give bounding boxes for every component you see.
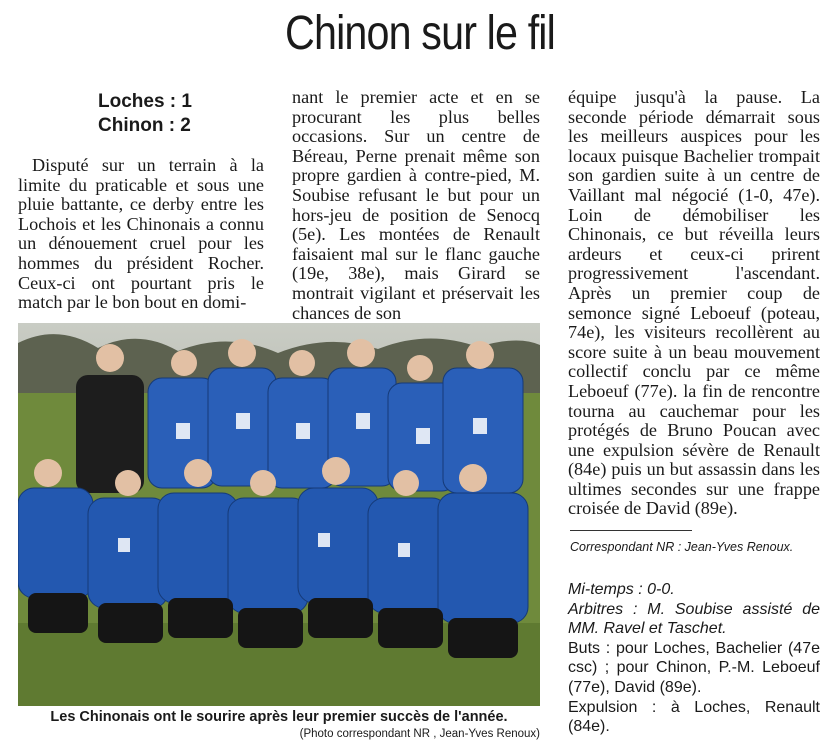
score-chinon: Chinon : 2 [98,115,191,136]
article-column-1 [18,156,264,313]
article-paragraph-2: nant le premier acte et en se procurant les plus belles occasions. Sur un centre de Béreau, Perne prenait même son propre gardien à contre-pied, M. Soubise refusant le but pour un hors-jeu de position de Senocq (5e). Les montées de Renault faisaient mal sur le flanc gauche (19e, 38e), mais Girard se montrait vigilant et préservait les chances de son [292,87,540,323]
article-title: Chinon sur le fil [285,7,555,60]
photo-credit: (Photo correspondant NR , Jean-Yves Renoux) [299,728,540,740]
article-column-2 [292,88,540,323]
article-column-3 [568,88,820,519]
score-loches: Loches : 1 [98,91,192,112]
team-photo-image [18,323,540,706]
divider [570,530,692,531]
article-paragraph-3: équipe jusqu'à la pause. La seconde période démarrait sous les meilleurs auspices pour les locaux puisque Bachelier trompait son gardien suite à un centre de Vaillant mal négocié (1-0, 47e). Loin de démobiliser les Chinonais, ce but réveilla leurs ardeurs et ceux-ci prirent progressivement l'ascendant. Après un premier coup de semonce signé Leboeuf (poteau, 74e), les visiteurs recollèrent au score suite à un beau mouvement collectif conclu par ce même Leboeuf (77e). la fin de rencontre tourna au cauchemar pour les protégés de Bruno Poucan avec une expulsion sévère de Renault (84e) puis un but assassin dans les ultimes secondes sur une frappe croisée de David (89e). [568,87,820,519]
article-paragraph-1: Disputé sur un terrain à la limite du praticable et sous une pluie battante, ce derby entre les Lochois et les Chinonais a connu un dénouement cruel pour les hommes du président Rocher. Ceux-ci ont pourtant pris le match par le bon bout en domi- [18,155,264,313]
photo-caption: Les Chinonais ont le sourire après leur premier succès de l'année. [50,709,508,725]
half-time-score: Mi-temps : 0-0. [568,581,675,598]
sending-off: Expulsion : à Loches, Renault (84e). [568,699,820,736]
team-photo [18,323,540,706]
referees: Arbitres : M. Soubise assisté de MM. Ravel et Taschet. [568,601,820,638]
correspondant-credit: Correspondant NR : Jean-Yves Renoux. [570,540,794,554]
goals: Buts : pour Loches, Bachelier (47e csc) ; pour Chinon, P.-M. Leboeuf (77e), David (89e). [568,640,820,696]
